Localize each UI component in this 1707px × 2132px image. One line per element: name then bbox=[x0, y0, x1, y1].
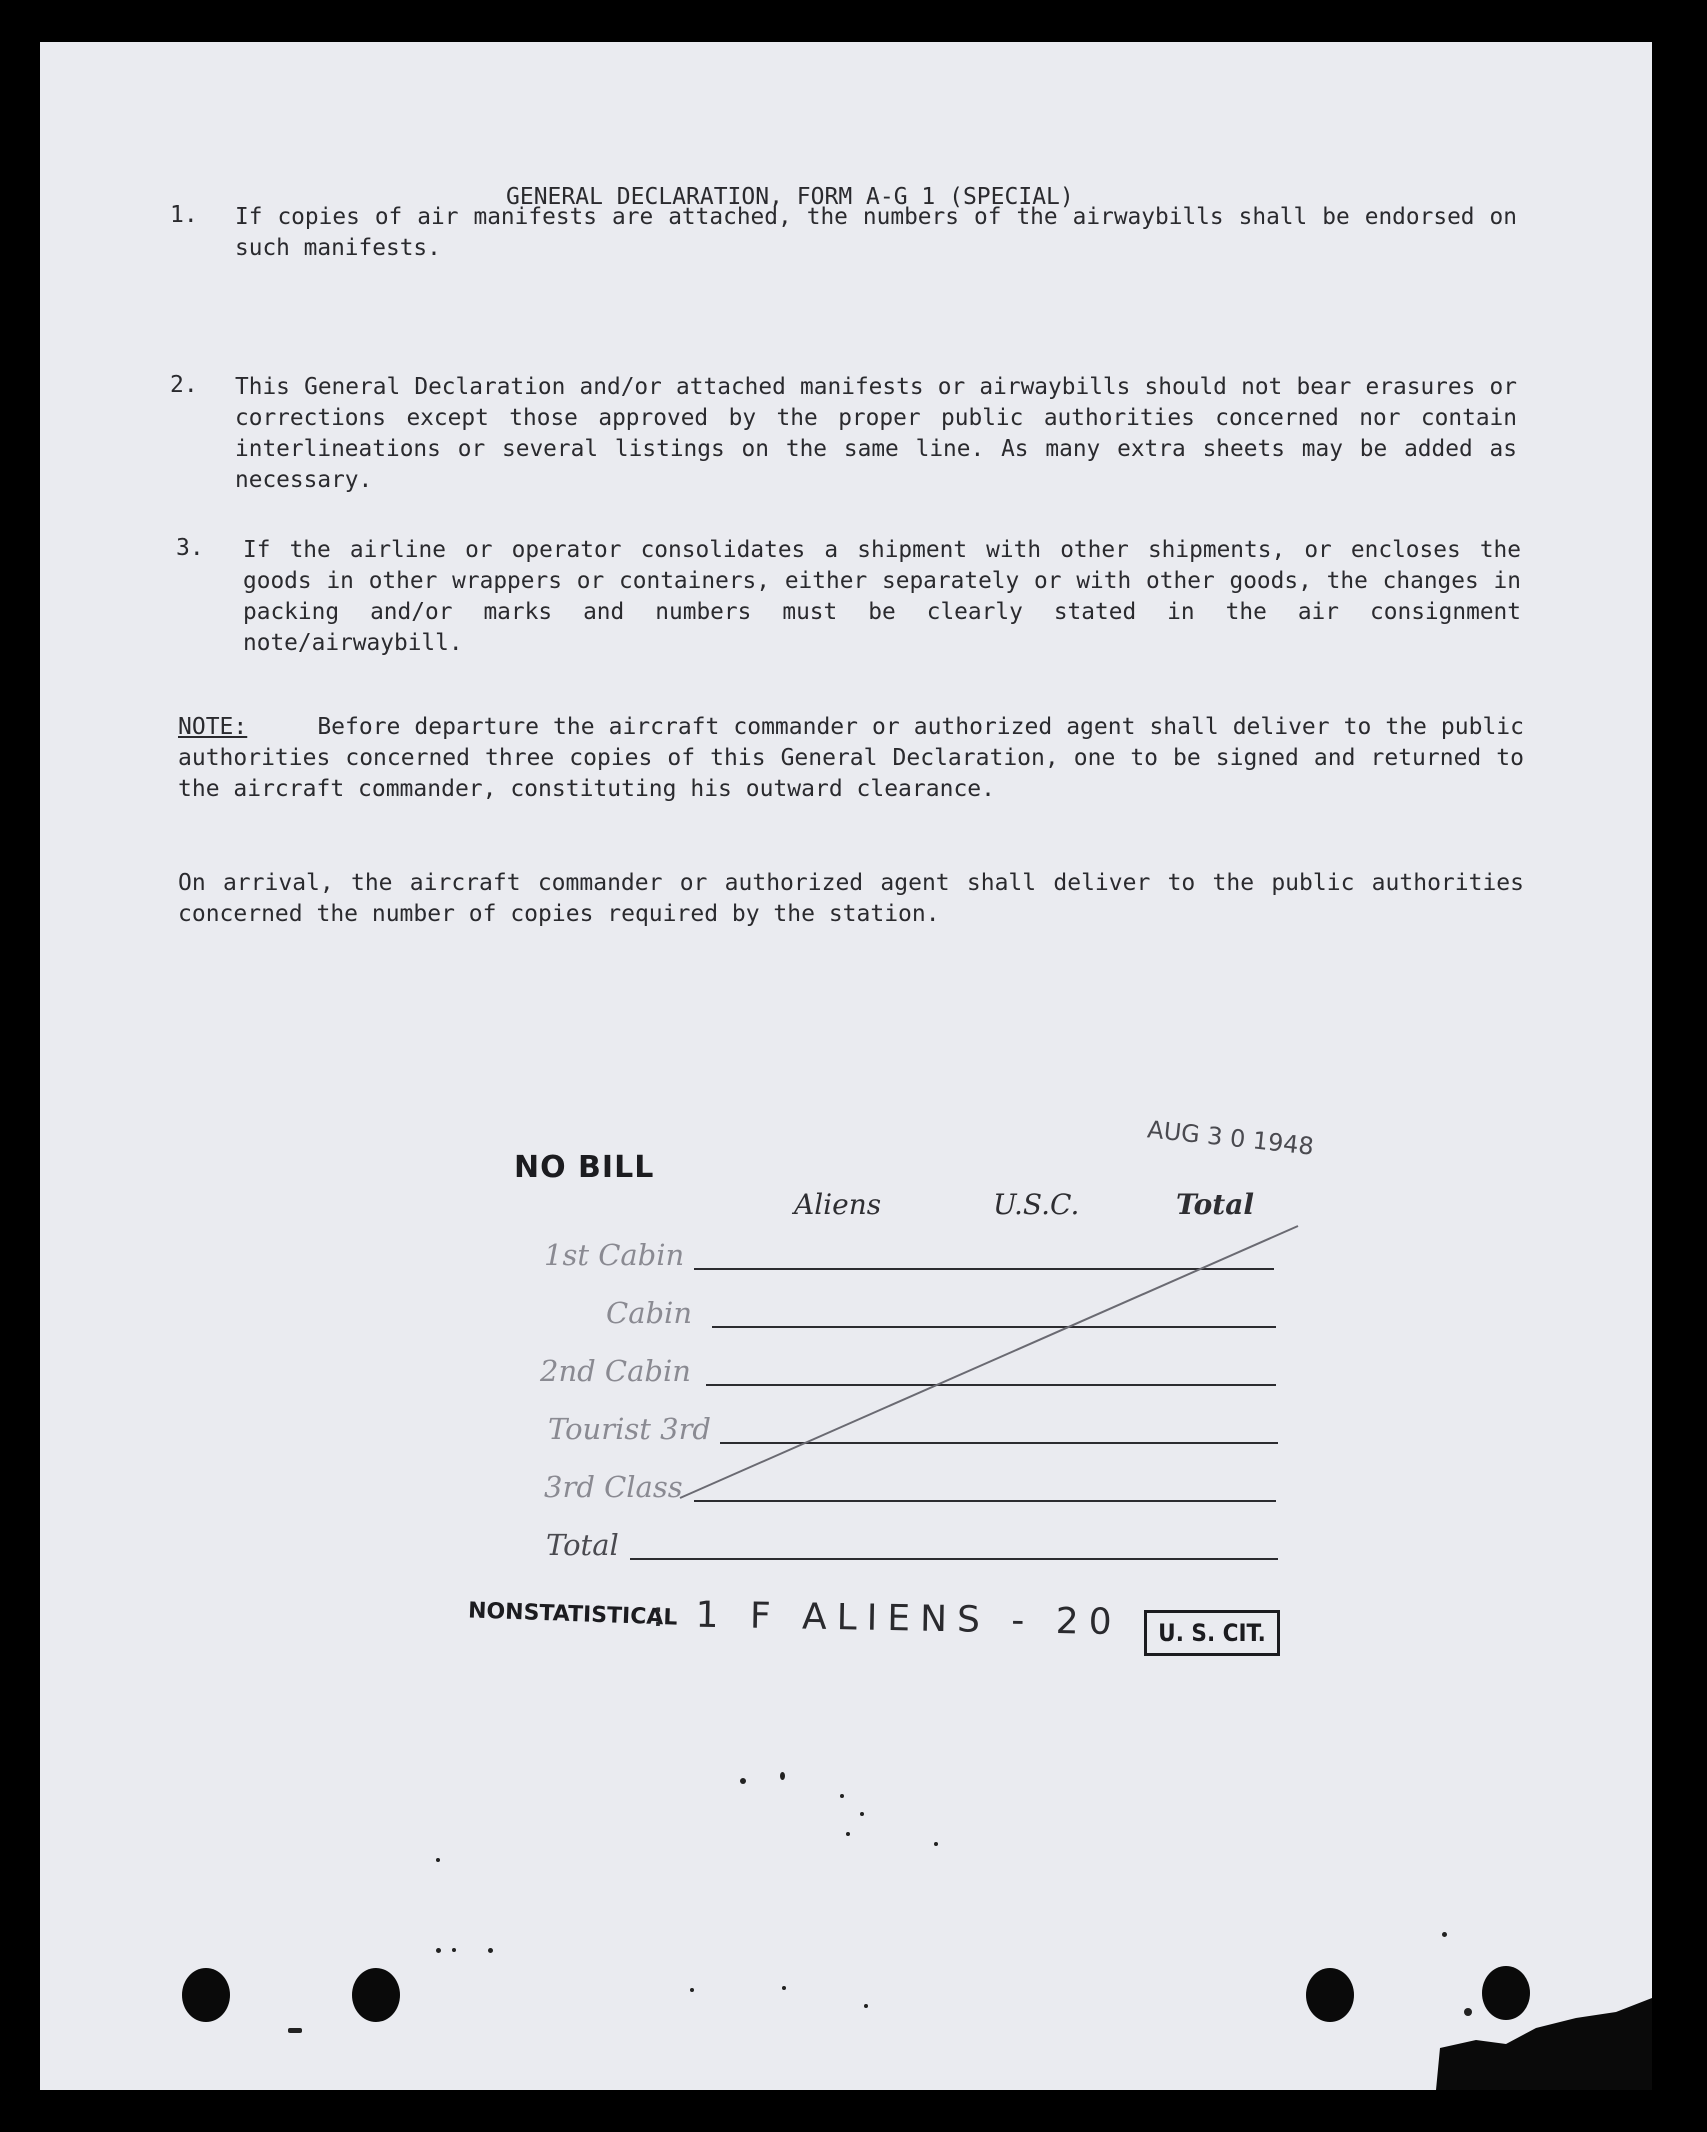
document-title: GENERAL DECLARATION, FORM A-G 1 (SPECIAL) bbox=[506, 184, 1074, 210]
row-total: Total bbox=[546, 1528, 619, 1562]
speck bbox=[840, 1794, 844, 1798]
speck bbox=[452, 1948, 456, 1952]
speck bbox=[780, 1772, 785, 1780]
row-1st-cabin: 1st Cabin bbox=[544, 1238, 685, 1272]
speck bbox=[1442, 1932, 1447, 1937]
row-tourist-3rd: Tourist 3rd bbox=[548, 1412, 711, 1446]
item-1-number: 1. bbox=[170, 202, 198, 228]
column-usc: U.S.C. bbox=[993, 1188, 1080, 1221]
item-2-number: 2. bbox=[170, 372, 198, 398]
speck bbox=[488, 1948, 493, 1953]
speck bbox=[846, 1832, 850, 1836]
punch-hole-3 bbox=[1306, 1968, 1354, 2022]
item-2-text: This General Declaration and/or attached manifests or airwaybills should not bear erasures or corrections except those approved by the proper public authorities concerned nor contain interlineations or several listings on the same line. As many extra sheets may be added as necessary. bbox=[235, 374, 1517, 493]
handwritten-aliens-note: : 1 F ALIENS - 20 bbox=[651, 1593, 1122, 1644]
speck bbox=[288, 2028, 302, 2033]
item-3-text: If the airline or operator consolidates a shipment with other shipments, or encloses the goods in other wrappers or containers, either separately or with other goods, the changes in packing and/or marks and numbers must be clearly stated in the air consignment note/airwaybill. bbox=[243, 537, 1521, 656]
speck bbox=[690, 1988, 694, 1992]
speck bbox=[860, 1812, 864, 1816]
speck bbox=[864, 2004, 868, 2008]
speck bbox=[436, 1858, 440, 1862]
nonstatistical-stamp: NONSTATISTICAL bbox=[467, 1598, 678, 1631]
speck bbox=[740, 1778, 746, 1784]
cancel-diagonal-line bbox=[40, 42, 1652, 2090]
date-stamp: AUG 3 0 1948 bbox=[1145, 1115, 1316, 1161]
speck bbox=[934, 1842, 938, 1846]
no-bill-stamp: NO BILL bbox=[514, 1150, 655, 1185]
row-2nd-cabin: 2nd Cabin bbox=[540, 1354, 691, 1388]
us-cit-stamp: U. S. CIT. bbox=[1144, 1610, 1280, 1656]
document-page bbox=[40, 42, 1652, 2090]
item-3-number: 3. bbox=[176, 535, 204, 561]
note-label: NOTE: bbox=[178, 714, 248, 740]
column-aliens: Aliens bbox=[794, 1188, 882, 1221]
punch-hole-2 bbox=[352, 1968, 400, 2022]
row-3rd-class: 3rd Class bbox=[544, 1470, 683, 1504]
column-total: Total bbox=[1176, 1188, 1255, 1221]
punch-hole-1 bbox=[182, 1968, 230, 2022]
note-text: Before departure the aircraft commander or authorized agent shall deliver to the public authorities concerned three copies of this General Declaration, one to be signed and returned to the aircraft commander, constituting his outward clearance. bbox=[178, 714, 1524, 802]
row-cabin: Cabin bbox=[606, 1296, 692, 1330]
speck bbox=[782, 1986, 786, 1990]
arrival-paragraph: On arrival, the aircraft commander or authorized agent shall deliver to the public authorities concerned the number of copies required by the station. bbox=[178, 870, 1524, 927]
torn-corner bbox=[1396, 1998, 1652, 2090]
speck bbox=[436, 1948, 441, 1953]
item-1-text: If copies of air manifests are attached, the numbers of the airwaybills shall be endorsed on such manifests. bbox=[235, 204, 1517, 261]
